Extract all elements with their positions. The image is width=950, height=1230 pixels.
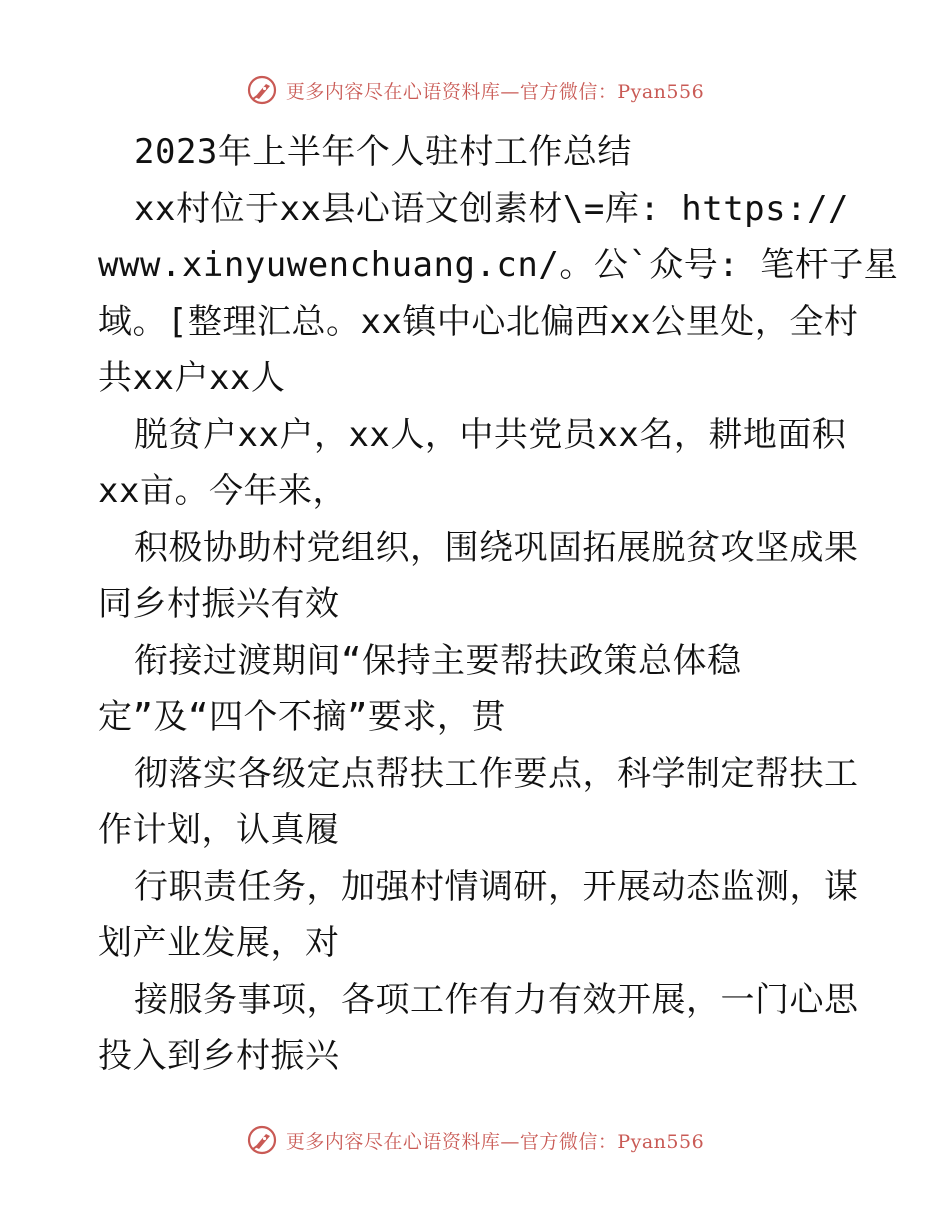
paragraph-line: 作计划，认真履	[98, 810, 340, 850]
document-title: 2023年上半年个人驻村工作总结	[134, 132, 632, 172]
paragraph-line: 彻落实各级定点帮扶工作要点，科学制定帮扶工	[134, 753, 859, 794]
paragraph-line: 积极协助村党组织，围绕巩固拓展脱贫攻坚成果	[134, 527, 859, 568]
paragraph-line: 同乡村振兴有效	[98, 584, 340, 624]
paragraph-line: 行职责任务，加强村情调研，开展动态监测，谋	[134, 866, 859, 907]
paragraph-line: xx亩。今年来，	[98, 471, 347, 511]
paragraph-line: 域。[整理汇总。xx镇中心北偏西xx公里处，全村	[98, 301, 859, 342]
paragraph-line: 划产业发展，对	[98, 923, 340, 963]
header-banner-text: 更多内容尽在心语资料库—官方微信：Pyan556	[285, 80, 705, 103]
paragraph-line: 投入到乡村振兴	[98, 1036, 340, 1076]
document-body	[98, 124, 899, 1085]
paragraph-line: 接服务事项，各项工作有力有效开展，一门心思	[134, 979, 859, 1020]
paragraph-line: 衔接过渡期间“保持主要帮扶政策总体稳	[134, 640, 742, 681]
pen-nib-logo-icon	[246, 1124, 278, 1156]
header-banner	[0, 72, 950, 108]
paragraph-line: 共xx户xx人	[98, 358, 286, 398]
paragraph-line: 定”及“四个不摘”要求，贯	[98, 697, 506, 737]
pen-nib-logo-icon	[246, 74, 278, 106]
paragraph-line: www.xinyuwenchuang.cn/。公`众号: 笔杆子星	[98, 245, 899, 285]
footer-banner-text: 更多内容尽在心语资料库—官方微信：Pyan556	[285, 1130, 705, 1153]
footer-banner	[0, 1122, 950, 1158]
paragraph-line: xx村位于xx县心语文创素材\=库: https://	[134, 188, 850, 229]
paragraph-line: 脱贫户xx户，xx人，中共党员xx名，耕地面积	[134, 414, 847, 455]
